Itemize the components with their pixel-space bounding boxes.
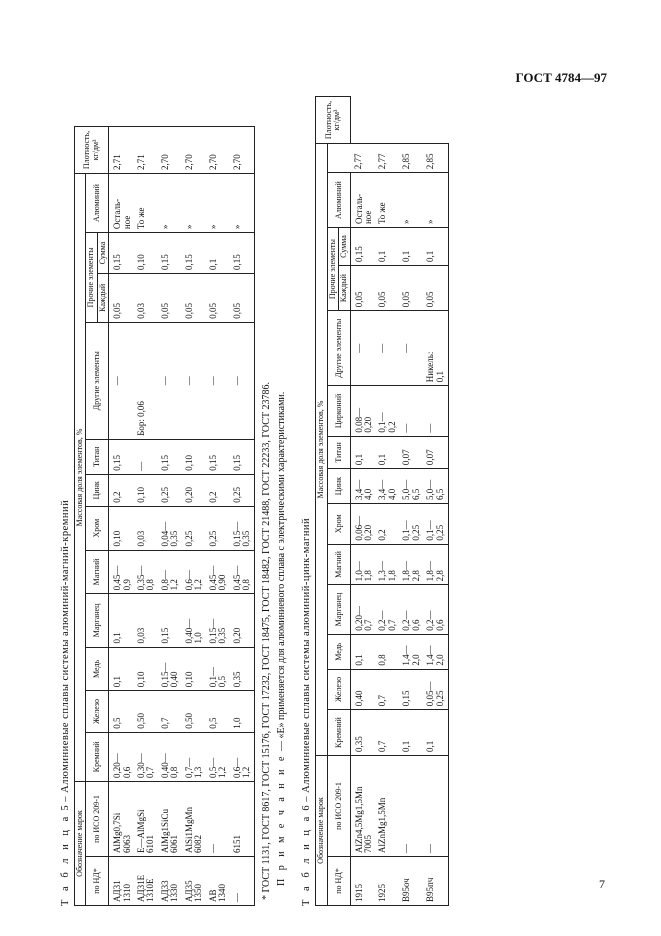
cell-zn: 0,25 <box>159 474 183 506</box>
table5-note-prefix: П р и м е ч а н и е <box>275 753 287 886</box>
t5-h-each: Каждый <box>97 273 108 322</box>
cell-iso: AlSi1MgMn 6082 <box>183 782 207 857</box>
t5-h-density: Плотность, кг/дм³ <box>75 127 109 174</box>
cell-ti: — <box>135 439 159 474</box>
cell-ti: 0,15 <box>109 439 135 474</box>
cell-each: 0,05 <box>231 273 255 322</box>
t6-h-si: Кремний <box>327 710 350 756</box>
t5-h-al: Алюминий <box>86 174 109 233</box>
cell-dens: 2,71 <box>109 127 135 174</box>
table5 <box>74 126 255 906</box>
cell-other: Никель: 0,1 <box>424 311 448 386</box>
cell-each: 0,05 <box>159 273 183 322</box>
page-number: 7 <box>599 877 605 891</box>
cell-fe: 0,50 <box>135 691 159 732</box>
cell-other: — <box>231 322 255 439</box>
cell-other: — <box>400 311 424 386</box>
cell-nd: АД31 1310 <box>109 857 135 906</box>
cell-mn: 0,2— 0,6 <box>400 585 424 634</box>
cell-ti: 0,15 <box>231 439 255 474</box>
t5-h-ti: Титан <box>86 439 109 474</box>
cell-mn: 0,15 <box>159 594 183 647</box>
cell-dens: 2,77 <box>350 144 376 173</box>
table-row <box>109 127 135 906</box>
page-header: ГОСТ 4784—97 <box>515 70 607 85</box>
table-row <box>207 127 231 906</box>
cell-iso: — <box>400 756 424 857</box>
cell-nd: — <box>231 857 255 906</box>
cell-si: 0,7 <box>376 710 400 756</box>
cell-nd: 1925 <box>376 857 400 906</box>
cell-mg: 1,8— 2,8 <box>424 544 448 585</box>
cell-cr: 0,2 <box>376 504 400 545</box>
cell-zr: 0,08— 0,20 <box>350 386 376 436</box>
cell-iso: — <box>424 756 448 857</box>
cell-zn: 0,2 <box>207 474 231 506</box>
cell-cr: 0,06— 0,20 <box>350 504 376 545</box>
cell-sum: 0,15 <box>183 233 207 274</box>
cell-sum: 0,15 <box>159 233 183 274</box>
t6-h-mn: Марганец <box>327 585 350 634</box>
cell-al: То же <box>135 174 159 233</box>
table5-body <box>109 127 255 906</box>
cell-each: 0,05 <box>207 273 231 322</box>
cell-zn: 5,0— 6,5 <box>400 469 424 504</box>
table-row <box>159 127 183 906</box>
t6-h-other: Другие элементы <box>327 311 350 386</box>
cell-cr: 0,1— 0,25 <box>400 504 424 545</box>
t6-h-al: Алюминий <box>327 173 350 228</box>
cell-al: » <box>231 174 255 233</box>
cell-dens: 2,70 <box>207 127 231 174</box>
t6-h-rest: Прочие элементы <box>327 228 338 311</box>
t6-h-iso: по ИСО 209-1 <box>327 756 350 857</box>
cell-nd: АД31Е 1310Е <box>135 857 159 906</box>
cell-cu: 0,10 <box>135 647 159 691</box>
cell-other: — <box>159 322 183 439</box>
t6-h-mg: Магний <box>327 544 350 585</box>
cell-ti: 0,15 <box>159 439 183 474</box>
cell-mn: 0,2— 0,6 <box>424 585 448 634</box>
t6-h-ti: Титан <box>327 436 350 469</box>
t6-h-density: Плотность, кг/дм³ <box>316 97 350 144</box>
cell-mn: 0,40— 1,0 <box>183 594 207 647</box>
table5-title <box>60 86 71 906</box>
cell-zr: 0,1— 0,2 <box>376 386 400 436</box>
cell-mn: 0,2— 0,7 <box>376 585 400 634</box>
t6-h-cu: Медь <box>327 634 350 669</box>
table6-body <box>350 97 449 906</box>
cell-zr: — <box>424 386 448 436</box>
cell-cu: 0,1 <box>350 634 376 669</box>
cell-mg: 1,3— 1,8 <box>376 544 400 585</box>
table6 <box>315 96 449 906</box>
cell-cu: 0,1— 0,5 <box>207 647 231 691</box>
cell-zn: 0,20 <box>183 474 207 506</box>
cell-cu: 0,1 <box>109 647 135 691</box>
table6-title-text: 6 – Алюминиевые сплавы системы алюминий-цинк-магний <box>301 517 313 811</box>
cell-each: 0,05 <box>376 265 400 310</box>
t6-h-fe: Железо <box>327 669 350 710</box>
cell-zn: 0,10 <box>135 474 159 506</box>
cell-iso: 6151 <box>231 782 255 857</box>
cell-zn: 5,0— 6,5 <box>424 469 448 504</box>
table-row <box>400 97 424 906</box>
t5-h-fe: Железо <box>86 691 109 732</box>
cell-al: Осталь- ное <box>350 173 376 228</box>
cell-mn: 0,15— 0,35 <box>207 594 231 647</box>
t5-h-cr: Хром <box>86 506 109 550</box>
t5-h-designation: Обозначение марок <box>75 782 86 906</box>
table5-footnote: * ГОСТ 1131, ГОСТ 8617, ГОСТ 15176, ГОСТ 17232, ГОСТ 18475, ГОСТ 18482, ГОСТ 21488, ГОСТ 22233, ГОСТ 23786. <box>261 381 273 900</box>
cell-al: Осталь- ное <box>109 174 135 233</box>
cell-fe: 0,7 <box>376 669 400 710</box>
t5-h-mn: Марганец <box>86 594 109 647</box>
cell-si: 0,7— 1,3 <box>183 732 207 781</box>
rotated-content <box>60 86 580 906</box>
cell-si: 0,1 <box>424 710 448 756</box>
cell-mn: 0,20— 0,7 <box>350 585 376 634</box>
t5-h-zn: Цинк <box>86 474 109 506</box>
t5-h-nd: по НД* <box>86 857 109 906</box>
cell-fe: 0,15 <box>400 669 424 710</box>
cell-other: — <box>350 311 376 386</box>
cell-dens: 2,85 <box>424 144 448 173</box>
cell-other: — <box>183 322 207 439</box>
cell-zn: 3,4— 4,0 <box>376 469 400 504</box>
cell-each: 0,05 <box>424 265 448 310</box>
cell-mg: 1,0— 1,8 <box>350 544 376 585</box>
table6-title <box>301 86 312 906</box>
cell-cu: 0,10 <box>183 647 207 691</box>
cell-each: 0,03 <box>135 273 159 322</box>
cell-al: То же <box>376 173 400 228</box>
t5-h-mg: Магний <box>86 550 109 594</box>
cell-mn: 0,1 <box>109 594 135 647</box>
cell-dens: 2,70 <box>231 127 255 174</box>
cell-si: 0,20— 0,6 <box>109 732 135 781</box>
t6-h-mass: Массовая доля элементов, % <box>316 144 327 756</box>
cell-mg: 0,6— 1,2 <box>183 550 207 594</box>
cell-other: Бор: 0,06 <box>135 322 159 439</box>
table-row <box>376 97 400 906</box>
t6-h-cr: Хром <box>327 504 350 545</box>
t6-h-zn: Цинк <box>327 469 350 504</box>
cell-nd: АД35 1350 <box>183 857 207 906</box>
cell-ti: 0,15 <box>207 439 231 474</box>
cell-zn: 3,4— 4,0 <box>350 469 376 504</box>
cell-al: » <box>183 174 207 233</box>
cell-mn: 0,20 <box>231 594 255 647</box>
cell-cr: 0,15— 0,35 <box>231 506 255 550</box>
cell-cr: 0,1— 0,25 <box>424 504 448 545</box>
cell-each: 0,05 <box>350 265 376 310</box>
cell-cr: 0,03 <box>135 506 159 550</box>
cell-al: » <box>424 173 448 228</box>
cell-al: » <box>207 174 231 233</box>
cell-si: 0,1 <box>400 710 424 756</box>
cell-nd: В95пч <box>424 857 448 906</box>
cell-mg: 0,45— 0,90 <box>207 550 231 594</box>
table-row <box>231 127 255 906</box>
cell-ti: 0,10 <box>183 439 207 474</box>
cell-iso: AlMg0,7Si 6063 <box>109 782 135 857</box>
cell-each: 0,05 <box>400 265 424 310</box>
cell-iso: AlZn4,5Mg1,5Mn 7005 <box>350 756 376 857</box>
cell-iso: AlMg1SiCu 6061 <box>159 782 183 857</box>
cell-fe: 0,5 <box>109 691 135 732</box>
cell-iso: — <box>207 782 231 857</box>
cell-al: » <box>400 173 424 228</box>
cell-nd: 1915 <box>350 857 376 906</box>
cell-dens: 2,77 <box>376 144 400 173</box>
cell-dens: 2,85 <box>400 144 424 173</box>
cell-sum: 0,1 <box>400 228 424 266</box>
t5-h-cu: Медь <box>86 647 109 691</box>
cell-cu: 0,8 <box>376 634 400 669</box>
cell-cr: 0,25 <box>207 506 231 550</box>
cell-si: 0,5— 1,2 <box>207 732 231 781</box>
cell-sum: 0,15 <box>231 233 255 274</box>
cell-zr: — <box>400 386 424 436</box>
table6-prefix: Т а б л и ц а <box>301 813 313 906</box>
t6-h-each: Каждый <box>339 265 350 310</box>
cell-cu: 0,15— 0,40 <box>159 647 183 691</box>
t5-h-rest: Прочие элементы <box>86 233 97 323</box>
cell-each: 0,05 <box>183 273 207 322</box>
t5-h-si: Кремний <box>86 732 109 781</box>
cell-ti: 0,07 <box>400 436 424 469</box>
cell-mg: 0,45— 0,9 <box>109 550 135 594</box>
cell-mg: 0,8— 1,2 <box>159 550 183 594</box>
cell-iso: AlZnMg1,5Mn <box>376 756 400 857</box>
t5-h-other: Другие элементы <box>86 322 109 439</box>
cell-other: — <box>376 311 400 386</box>
cell-sum: 0,1 <box>424 228 448 266</box>
t6-h-designation: Обозначение марок <box>316 756 327 906</box>
cell-sum: 0,10 <box>135 233 159 274</box>
table5-note-text: — «Е» применяется для алюминиевого сплава с электрическими характеристиками. <box>275 391 287 752</box>
cell-fe: 0,5 <box>207 691 231 732</box>
cell-si: 0,30— 0,7 <box>135 732 159 781</box>
cell-mn: 0,03 <box>135 594 159 647</box>
cell-zn: 0,25 <box>231 474 255 506</box>
cell-sum: 0,1 <box>376 228 400 266</box>
cell-dens: 2,70 <box>183 127 207 174</box>
cell-sum: 0,1 <box>207 233 231 274</box>
cell-zn: 0,2 <box>109 474 135 506</box>
cell-cu: 0,35 <box>231 647 255 691</box>
t6-h-nd: по НД* <box>327 857 350 906</box>
cell-fe: 0,05— 0,25 <box>424 669 448 710</box>
cell-mg: 0,35— 0,8 <box>135 550 159 594</box>
cell-si: 0,6— 1,2 <box>231 732 255 781</box>
t6-h-sum: Сумма <box>339 228 350 266</box>
cell-nd: АД33 1330 <box>159 857 183 906</box>
cell-cr: 0,04— 0,35 <box>159 506 183 550</box>
t6-h-zr: Цирконий <box>327 386 350 436</box>
cell-cu: 1,4— 2,0 <box>424 634 448 669</box>
cell-fe: 0,40 <box>350 669 376 710</box>
table5-note <box>275 86 290 900</box>
table5-notes <box>260 86 289 900</box>
table-row <box>350 97 376 906</box>
cell-dens: 2,70 <box>159 127 183 174</box>
cell-al: » <box>159 174 183 233</box>
cell-nd: АВ 1340 <box>207 857 231 906</box>
table-row <box>183 127 207 906</box>
table-row <box>424 97 448 906</box>
cell-si: 0,35 <box>350 710 376 756</box>
t5-h-iso: по ИСО 209-1 <box>86 782 109 857</box>
cell-cr: 0,10 <box>109 506 135 550</box>
cell-fe: 0,50 <box>183 691 207 732</box>
cell-other: — <box>109 322 135 439</box>
cell-fe: 1,0 <box>231 691 255 732</box>
cell-dens: 2,71 <box>135 127 159 174</box>
cell-ti: 0,1 <box>350 436 376 469</box>
cell-ti: 0,1 <box>376 436 400 469</box>
cell-ti: 0,07 <box>424 436 448 469</box>
cell-other: — <box>207 322 231 439</box>
table-row <box>135 127 159 906</box>
cell-sum: 0,15 <box>109 233 135 274</box>
cell-nd: В95оч <box>400 857 424 906</box>
cell-fe: 0,7 <box>159 691 183 732</box>
cell-each: 0,05 <box>109 273 135 322</box>
table5-title-text: 5 – Алюминиевые сплавы системы алюминий-магний-кремний <box>60 499 71 811</box>
table5-prefix: Т а б л и ц а <box>60 813 71 906</box>
cell-mg: 0,45— 0,8 <box>231 550 255 594</box>
cell-si: 0,40— 0,8 <box>159 732 183 781</box>
cell-cu: 1,4— 2,0 <box>400 634 424 669</box>
cell-sum: 0,15 <box>350 228 376 266</box>
cell-mg: 1,8— 2,8 <box>400 544 424 585</box>
t5-h-sum: Сумма <box>97 233 108 274</box>
t5-h-mass: Массовая доля элементов, % <box>75 174 86 782</box>
cell-cr: 0,25 <box>183 506 207 550</box>
cell-iso: E—AlMgSi 6101 <box>135 782 159 857</box>
